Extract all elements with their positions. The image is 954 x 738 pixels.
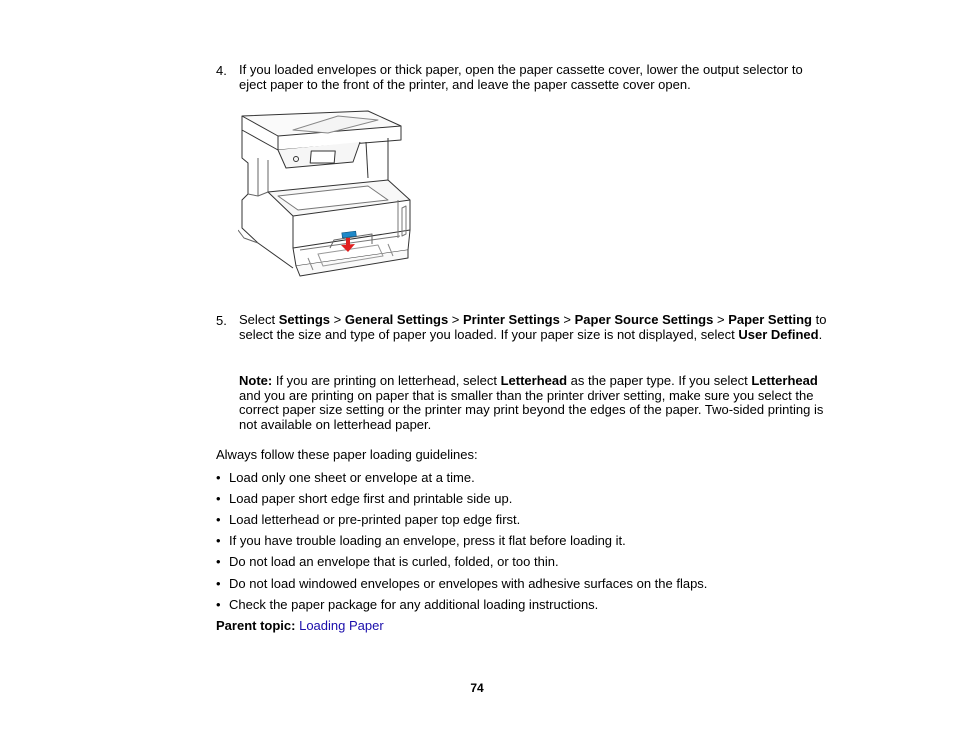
letterhead-option: Letterhead: [500, 373, 568, 388]
parent-topic-label: Parent topic:: [216, 618, 296, 633]
menu-general-settings: General Settings: [344, 312, 449, 327]
menu-separator: >: [448, 312, 464, 327]
step-4-text: If you loaded envelopes or thick paper, open the paper cassette cover, lower the output selector to eject paper to the front of the printer, and leave the paper cassette cover open.: [239, 62, 803, 92]
menu-separator: >: [330, 312, 345, 327]
step-5-text: [239, 313, 829, 342]
bullet-icon: •: [216, 470, 221, 485]
menu-paper-source-settings: Paper Source Settings: [574, 312, 714, 327]
user-defined-option: User Defined: [738, 326, 819, 342]
bullet-icon: •: [216, 554, 221, 569]
list-item-text: Check the paper package for any additional loading instructions.: [229, 597, 599, 612]
bullet-icon: •: [216, 491, 221, 506]
note-label: Note:: [239, 373, 273, 388]
printer-illustration: [238, 108, 413, 283]
page-number: 74: [470, 681, 484, 695]
list-item-text: Load paper short edge first and printable side up.: [229, 491, 513, 506]
menu-separator: >: [559, 312, 575, 327]
letterhead-option: Letterhead: [751, 373, 818, 388]
bullet-icon: •: [216, 512, 221, 527]
list-item-text: Load letterhead or pre-printed paper top edge first.: [229, 512, 521, 527]
note-text: and you are printing on paper that is smaller than the printer driver setting, make sure you select the correct paper size setting or the printer may print beyond the edges of the paper. Two-sided printing is not available on letterhead paper.: [239, 387, 824, 432]
bullet-icon: •: [216, 576, 221, 591]
menu-separator: >: [713, 312, 729, 327]
note-text: as the paper type. If you select: [567, 373, 752, 388]
period: .: [818, 326, 823, 342]
step-5-number: 5.: [216, 313, 227, 328]
select-word: Select: [239, 312, 279, 327]
step-4-number: 4.: [216, 63, 227, 78]
bullet-icon: •: [216, 597, 221, 612]
list-item-text: Do not load an envelope that is curled, folded, or too thin.: [229, 554, 559, 569]
loading-paper-link[interactable]: Loading Paper: [299, 618, 384, 633]
menu-paper-setting: Paper Setting: [728, 312, 812, 327]
menu-printer-settings: Printer Settings: [463, 312, 560, 327]
list-item-text: Do not load windowed envelopes or envelopes with adhesive surfaces on the flaps.: [229, 576, 708, 591]
note-text: If you are printing on letterhead, select: [272, 373, 501, 388]
note-block: [239, 374, 829, 432]
menu-settings: Settings: [278, 312, 331, 327]
list-item-text: Load only one sheet or envelope at a time.: [229, 470, 475, 485]
bullet-icon: •: [216, 533, 221, 548]
list-item-text: If you have trouble loading an envelope, press it flat before loading it.: [229, 533, 626, 548]
step-5-continuation: to select the size and type of paper you loaded. If your paper size is not displayed, select: [239, 312, 827, 342]
printer-drawing: [238, 108, 413, 283]
guidelines-intro: Always follow these paper loading guidelines:: [216, 447, 478, 462]
parent-topic: [216, 618, 384, 633]
